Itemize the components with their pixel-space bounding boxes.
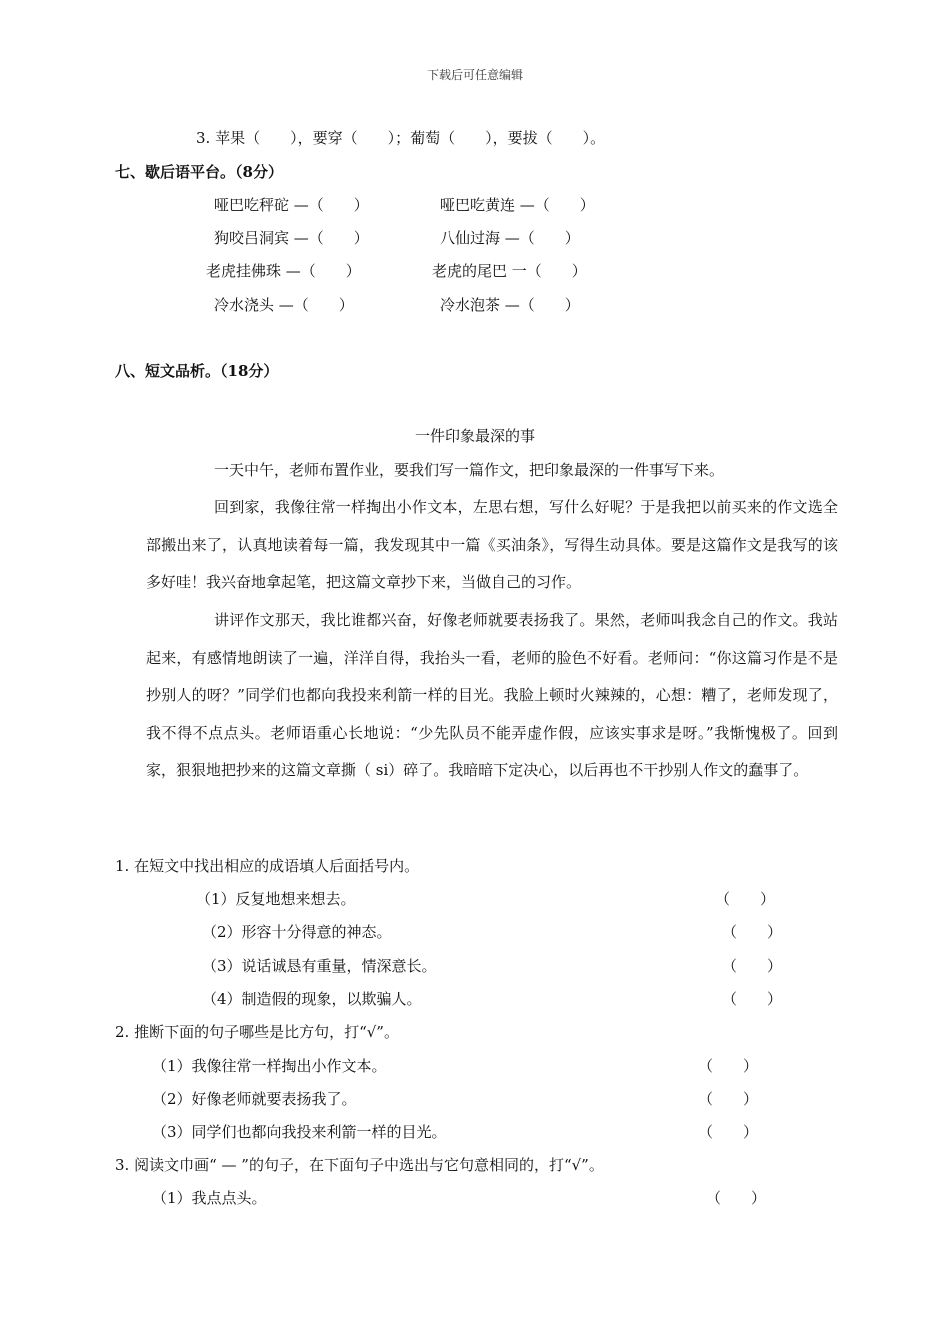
q1-answer-blank-1[interactable]: （ ） [715,890,776,908]
q1-item-4: （4）制造假的现象，以欺骗人。 [202,990,422,1008]
q1-item-3: （3）说话诚恳有重量，情深意长。 [202,957,437,975]
xiehouyu-left-4: 冷水浇头 —（ ） [214,296,354,314]
q2-item-3: （3）同学们也都向我投来利箭一样的目光。 [152,1123,447,1141]
xiehouyu-left-3: 老虎挂佛珠 —（ ） [206,262,361,280]
section-8-title: 八、短文品析。（18分） [115,362,279,380]
passage-paragraph-1: 一天中午，老师布置作业，要我们写一篇作文，把印象最深的一件事写下来。 [214,461,725,479]
q2-item-1: （1）我像往常一样掏出小作文本。 [152,1057,387,1075]
xiehouyu-right-4: 冷水泡茶 —（ ） [440,296,580,314]
q1-item-1: （1）反复地想来想去。 [196,890,356,908]
section-7-title: 七、歇后语平台。（8分） [115,163,283,181]
passage-title: 一件印象最深的事 [414,427,535,445]
q1-prompt: 1. 在短文中找出相应的成语填人后面括号内。 [115,857,420,875]
passage-paragraph-2: 回到家，我像往常一样掏出小作文本，左思右想，写什么好呢？于是我把以前买来的作文选全部搬出来了，认真地读着每一篇，我发现其中一篇《买油条》，写得生动具体。要是这篇作文是我写的该多好哇！我兴奋地拿起笔，把这篇文章抄下来，当做自己的习作。 [146,498,838,592]
q6-item-3: 3. 苹果（ ），要穿（ ）；葡萄（ ），要拔（ ）。 [196,129,606,147]
xiehouyu-right-2: 八仙过海 —（ ） [440,229,580,247]
xiehouyu-right-1: 哑巴吃黄连 —（ ） [440,196,595,214]
q2-prompt: 2. 推断下面的句子哪些是比方句，打“√”。 [115,1023,399,1041]
q3-item-1: （1）我点点头。 [152,1189,267,1207]
q2-answer-blank-3[interactable]: （ ） [698,1123,759,1141]
passage-paragraph-3: 讲评作文那天，我比谁都兴奋，好像老师就要表扬我了。果然，老师叫我念自己的作文。我站起来，有感情地朗读了一遍，洋洋自得，我抬头一看，老师的脸色不好看。老师问：“你这篇习作是不是抄别人的呀？”同学们也都向我投来利箭一样的目光。我脸上顿时火辣辣的，心想：糟了，老师发现了，我不得不点点头。老师语重心长地说：“少先队员不能弄虚作假，应该实事求是呀。”我惭愧极了。回到家，狠狠地把抄来的这篇文章撕（ si）碎了。我暗暗下定决心，以后再也不干抄别人作文的蠢事了。 [146,611,838,780]
q3-prompt: 3. 阅读文巾画“ — ”的句子，在下面句子中选出与它句意相同的，打“√”。 [115,1156,604,1174]
xiehouyu-right-3: 老虎的尾巴 一（ ） [432,262,587,280]
q1-item-2: （2）形容十分得意的神态。 [202,923,392,941]
q1-answer-blank-3[interactable]: （ ） [722,957,783,975]
q2-answer-blank-1[interactable]: （ ） [698,1057,759,1075]
q1-answer-blank-4[interactable]: （ ） [722,990,783,1008]
page-header: 下载后可任意编辑 [426,68,523,82]
q2-item-2: （2）好像老师就要表扬我了。 [152,1090,357,1108]
q3-answer-blank-1[interactable]: （ ） [706,1189,767,1207]
q2-answer-blank-2[interactable]: （ ） [698,1090,759,1108]
xiehouyu-left-1: 哑巴吃秤砣 —（ ） [214,196,369,214]
q1-answer-blank-2[interactable]: （ ） [722,923,783,941]
xiehouyu-left-2: 狗咬吕洞宾 —（ ） [214,229,369,247]
